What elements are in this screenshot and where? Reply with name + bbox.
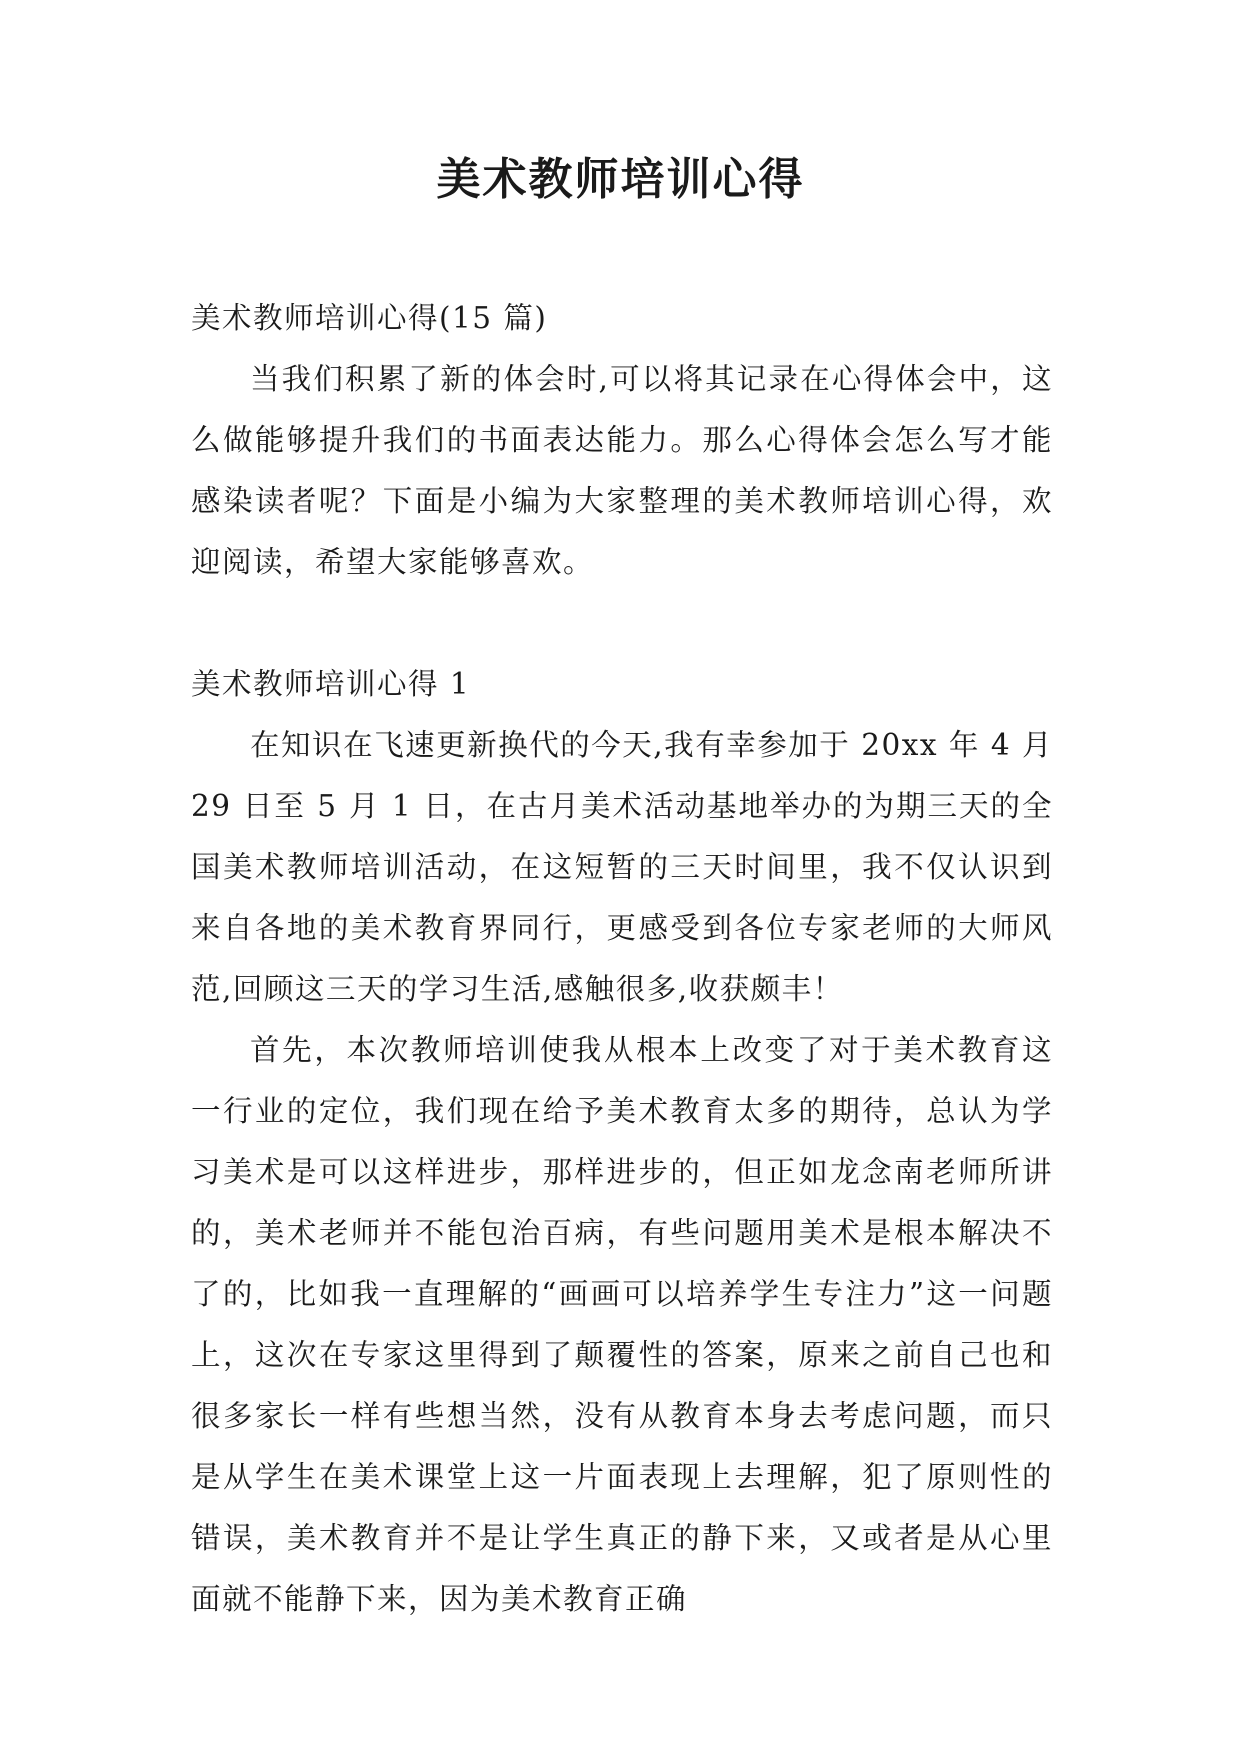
document-body [191,288,1053,1630]
document-subtitle: 美术教师培训心得(15 篇) [191,301,548,335]
section-paragraph: 在知识在飞速更新换代的今天,我有幸参加于 20xx 年 4 月 29 日至 5 月 1 日，在古月美术活动基地举办的为期三天的全国美术教师培训活动，在这短暂的三天时间里，我不仅认识到来自各地的美术教育界同行，更感受到各位专家老师的大师风范,回顾这三天的学习生活,感触很多,收获颇丰！ [191,728,1053,1006]
section-heading: 美术教师培训心得 1 [191,667,471,701]
section-paragraph: 首先，本次教师培训使我从根本上改变了对于美术教育这一行业的定位，我们现在给予美术教育太多的期待，总认为学习美术是可以这样进步，那样进步的，但正如龙念南老师所讲的，美术老师并不能包治百病，有些问题用美术是根本解决不了的，比如我一直理解的“画画可以培养学生专注力”这一问题上，这次在专家这里得到了颠覆性的答案，原来之前自己也和很多家长一样有些想当然，没有从教育本身去考虑问题，而只是从学生在美术课堂上这一片面表现上去理解，犯了原则性的错误，美术教育并不是让学生真正的静下来，又或者是从心里面就不能静下来，因为美术教育正确 [191,1033,1053,1616]
section-spacer [191,593,1053,654]
document-title: 美术教师培训心得 [436,154,805,205]
intro-paragraph: 当我们积累了新的体会时,可以将其记录在心得体会中，这么做能够提升我们的书面表达能力。那么心得体会怎么写才能感染读者呢？下面是小编为大家整理的美术教师培训心得，欢迎阅读，希望大家能够喜欢。 [191,362,1053,579]
